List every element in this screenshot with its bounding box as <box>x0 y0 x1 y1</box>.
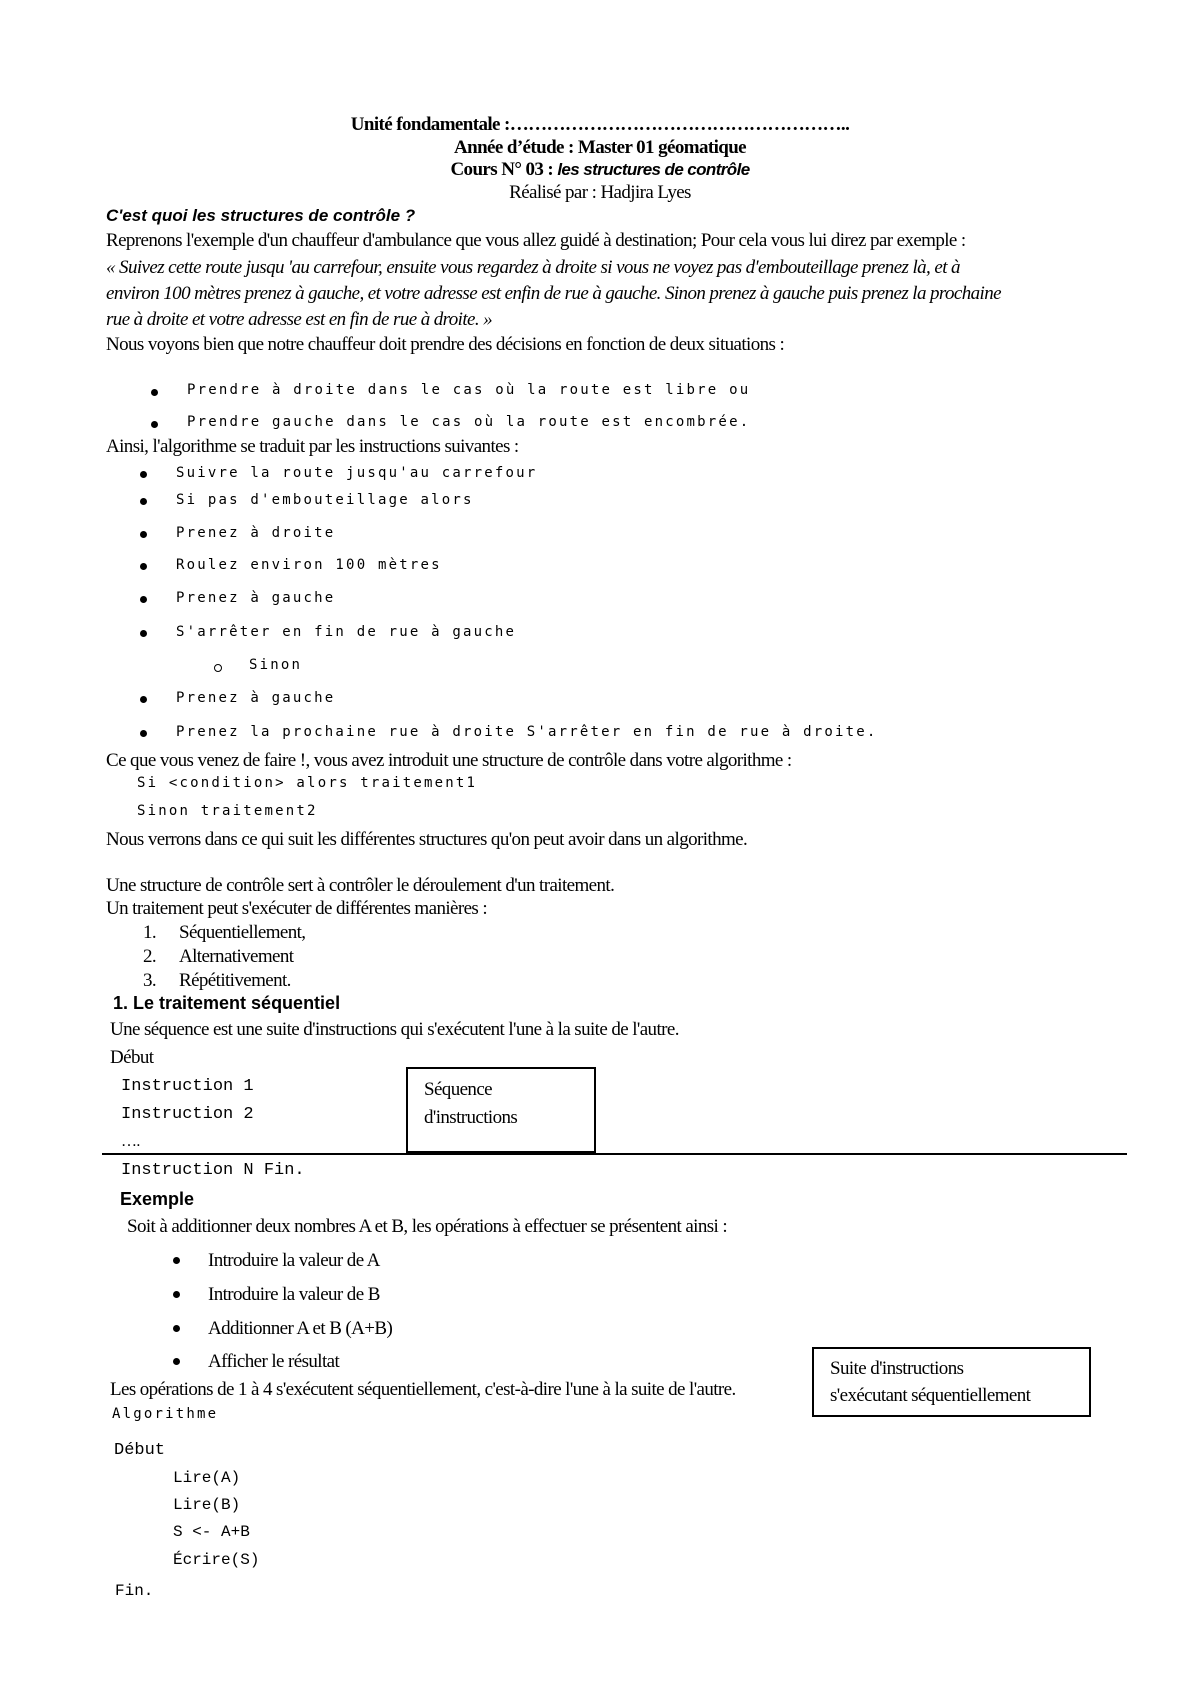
bullet-icon <box>140 696 147 703</box>
algo-line: Écrire(S) <box>173 1551 260 1569</box>
example-step: Introduire la valeur de B <box>208 1284 380 1305</box>
algo-line: Lire(A) <box>173 1469 241 1487</box>
bullet-icon <box>173 1291 180 1298</box>
bullet-icon <box>173 1358 180 1365</box>
example-intro: Soit à additionner deux nombres A et B, les opérations à effectuer se présentent ainsi : <box>127 1216 728 1237</box>
instruction-item: Prenez à gauche <box>176 590 336 606</box>
algo-debut: Début <box>114 1441 166 1460</box>
intro-paragraph: Reprenons l'exemple d'un chauffeur d'ambulance que vous allez guidé à destination; Pour cela vous lui direz par exemple : <box>106 230 966 251</box>
cours-prefix: Cours N° 03 : <box>450 159 558 180</box>
sequence-box-line-1: Séquence <box>424 1079 492 1100</box>
manieres-paragraph: Un traitement peut s'exécuter de différentes manières : <box>106 898 488 919</box>
instruction-n-fin: Instruction N Fin. <box>121 1161 305 1180</box>
maniere-number: 3. <box>143 970 157 991</box>
bullet-icon <box>140 471 147 478</box>
sequence-box <box>406 1067 596 1153</box>
instruction-2: Instruction 2 <box>121 1105 254 1124</box>
maniere-number: 1. <box>143 922 157 943</box>
bullet-icon <box>140 498 147 505</box>
instruction-item: Prenez à droite <box>176 525 336 541</box>
instruction-1: Instruction 1 <box>121 1077 254 1096</box>
instruction-dots: …. <box>121 1133 140 1150</box>
circle-bullet-icon <box>214 664 222 672</box>
maniere-item: Séquentiellement, <box>179 922 306 943</box>
algo-intro-paragraph: Ainsi, l'algorithme se traduit par les instructions suivantes : <box>106 436 519 457</box>
operations-paragraph: Les opérations de 1 à 4 s'exécutent séquentiellement, c'est-à-dire l'une à la suite de l'autre. <box>110 1379 736 1400</box>
bullet-icon <box>151 421 158 428</box>
situation-item: Prendre à droite dans le cas où la route est libre ou <box>187 382 751 398</box>
example-heading: Exemple <box>120 1189 195 1209</box>
suite-box-line-2: s'exécutant séquentiellement <box>830 1385 1031 1406</box>
bullet-icon <box>140 596 147 603</box>
bullet-icon <box>140 630 147 637</box>
instruction-item: S'arrêter en fin de rue à gauche <box>176 624 517 640</box>
sequential-suite-box <box>812 1347 1091 1417</box>
bullet-icon <box>173 1325 180 1332</box>
cours-name: les structures de contrôle <box>557 160 750 179</box>
maniere-item: Alternativement <box>179 946 294 967</box>
maniere-number: 2. <box>143 946 157 967</box>
instruction-item: Si pas d'embouteillage alors <box>176 492 474 508</box>
instruction-item: Roulez environ 100 mètres <box>176 557 442 573</box>
unite-fondamentale: Unité fondamentale :……………………………………………….. <box>350 114 850 135</box>
section-heading-sequentiel: 1. Le traitement séquentiel <box>113 993 341 1013</box>
bullet-icon <box>140 563 147 570</box>
suite-box-line-1: Suite d'instructions <box>830 1358 964 1379</box>
algo-line: S <- A+B <box>173 1523 250 1541</box>
instruction-item: Prenez à gauche <box>176 690 336 706</box>
structures-paragraph: Nous verrons dans ce qui suit les différentes structures qu'on peut avoir dans un algorithme. <box>106 829 748 850</box>
cours-title <box>0 159 1200 182</box>
quote-line-3: rue à droite et votre adresse est en fin de rue à droite. » <box>106 309 493 330</box>
horizontal-rule <box>102 1153 1127 1155</box>
situation-item: Prendre gauche dans le cas où la route est encombrée. <box>187 414 751 430</box>
algorithme-label: Algorithme <box>112 1406 219 1422</box>
structure-paragraph: Ce que vous venez de faire !, vous avez introduit une structure de contrôle dans votre algorithme : <box>106 750 792 771</box>
algo-fin: Fin. <box>115 1582 154 1600</box>
algo-line: Lire(B) <box>173 1496 241 1514</box>
example-step: Introduire la valeur de A <box>208 1250 380 1271</box>
sinon-item: Sinon <box>249 657 303 673</box>
debut-label: Début <box>110 1047 154 1068</box>
instruction-item: Suivre la route jusqu'au carrefour <box>176 465 538 481</box>
example-step: Afficher le résultat <box>208 1351 340 1372</box>
sequence-box-line-2: d'instructions <box>424 1107 518 1128</box>
controle-paragraph: Une structure de contrôle sert à contrôler le déroulement d'un traitement. <box>106 875 615 896</box>
bullet-icon <box>140 730 147 737</box>
code-line-sinon: Sinon traitement2 <box>137 803 318 819</box>
bullet-icon <box>173 1257 180 1264</box>
bullet-icon <box>140 531 147 538</box>
maniere-item: Répétitivement. <box>179 970 291 991</box>
decision-paragraph: Nous voyons bien que notre chauffeur doit prendre des décisions en fonction de deux situations : <box>106 334 785 355</box>
quote-line-1: « Suivez cette route jusqu 'au carrefour, ensuite vous regardez à droite si vous ne voyez pas d'embouteillage prenez là, et à <box>106 257 960 278</box>
example-step: Additionner A et B (A+B) <box>208 1318 393 1339</box>
code-line-si: Si <condition> alors traitement1 <box>137 775 478 791</box>
section-heading-intro: C'est quoi les structures de contrôle ? <box>106 206 416 225</box>
sequence-definition: Une séquence est une suite d'instructions qui s'exécutent l'une à la suite de l'autre. <box>110 1019 679 1040</box>
bullet-icon <box>151 389 158 396</box>
realise-par: Réalisé par : Hadjira Lyes <box>509 182 691 203</box>
annee-etude: Année d’étude : Master 01 géomatique <box>453 137 747 158</box>
quote-line-2: environ 100 mètres prenez à gauche, et votre adresse est enfin de rue à gauche. Sinon prenez à gauche puis prenez la prochaine <box>106 283 1001 304</box>
instruction-item: Prenez la prochaine rue à droite S'arrêter en fin de rue à droite. <box>176 724 878 740</box>
